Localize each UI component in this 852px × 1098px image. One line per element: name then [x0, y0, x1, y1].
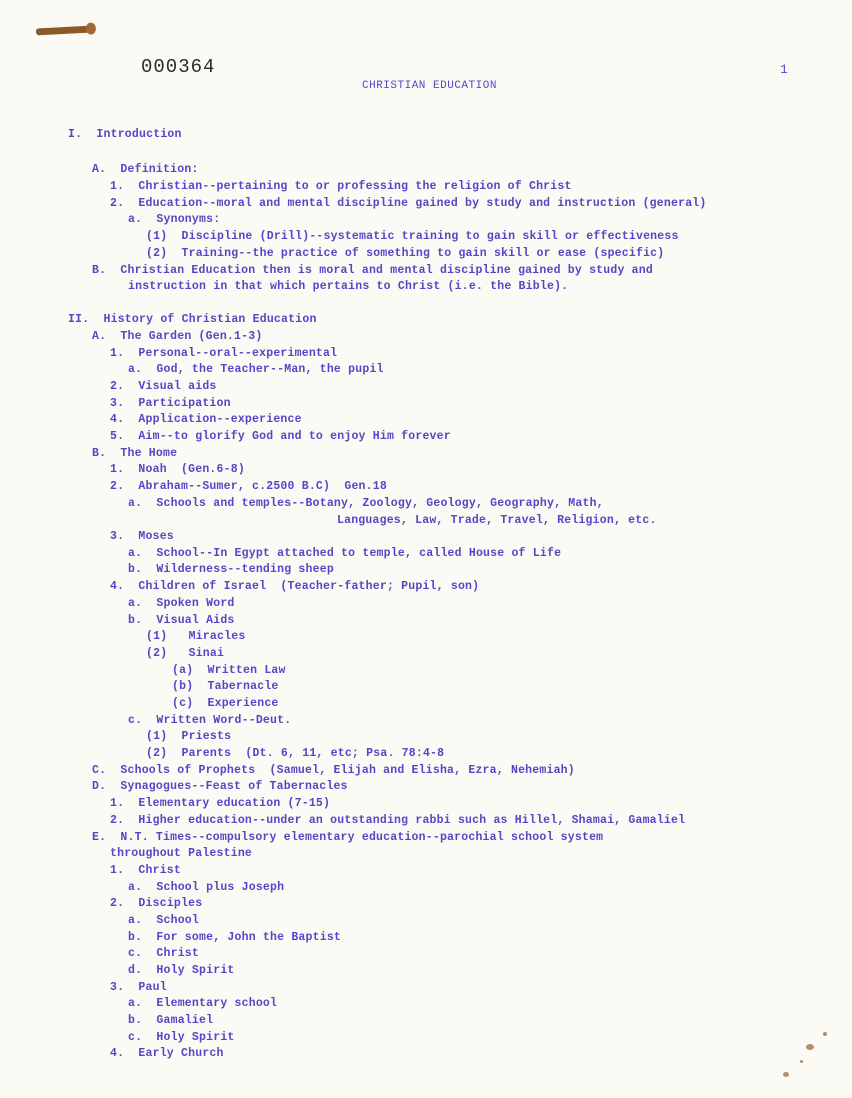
- outline-line: D. Synagogues--Feast of Tabernacles: [92, 780, 348, 793]
- stain-mark: [806, 1044, 814, 1050]
- outline-line: a. Synonyms:: [128, 213, 221, 226]
- outline-line: 1. Noah (Gen.6-8): [110, 463, 245, 476]
- outline-line: E. N.T. Times--compulsory elementary education--parochial school system: [92, 831, 604, 844]
- outline-line: 2. Abraham--Sumer, c.2500 B.C) Gen.18: [110, 480, 387, 493]
- outline-line: b. Visual Aids: [128, 614, 235, 627]
- outline-line: Languages, Law, Trade, Travel, Religion, etc.: [337, 514, 657, 527]
- outline-line: (1) Priests: [146, 730, 232, 743]
- outline-line: 3. Paul: [110, 981, 167, 994]
- outline-line: (a) Written Law: [172, 664, 286, 677]
- outline-line: 4. Early Church: [110, 1047, 224, 1060]
- document-id: 000364: [141, 56, 216, 78]
- outline-line: (2) Training--the practice of something to gain skill or ease (specific): [146, 247, 665, 260]
- outline-line: 1. Personal--oral--experimental: [110, 347, 338, 360]
- outline-line: (1) Discipline (Drill)--systematic training to gain skill or effectiveness: [146, 230, 679, 243]
- outline-line: c. Christ: [128, 947, 200, 960]
- outline-line: II. History of Christian Education: [68, 313, 317, 326]
- outline-line: (b) Tabernacle: [172, 680, 279, 693]
- outline-line: 3. Moses: [110, 530, 174, 543]
- outline-line: (2) Parents (Dt. 6, 11, etc; Psa. 78:4-8: [146, 747, 445, 760]
- outline-line: a. School: [128, 914, 200, 927]
- outline-line: 1. Christian--pertaining to or professing the religion of Christ: [110, 180, 572, 193]
- outline-line: a. School--In Egypt attached to temple, called House of Life: [128, 547, 562, 560]
- outline-line: a. School plus Joseph: [128, 881, 285, 894]
- outline-line: 2. Education--moral and mental discipline gained by study and instruction (general): [110, 197, 707, 210]
- outline-line: 1. Christ: [110, 864, 182, 877]
- outline-line: instruction in that which pertains to Christ (i.e. the Bible).: [128, 280, 569, 293]
- outline-line: 2. Visual aids: [110, 380, 217, 393]
- stain-mark: [783, 1072, 789, 1077]
- outline-line: b. Wilderness--tending sheep: [128, 563, 334, 576]
- outline-line: A. The Garden (Gen.1-3): [92, 330, 263, 343]
- outline-line: c. Written Word--Deut.: [128, 714, 292, 727]
- outline-line: I. Introduction: [68, 128, 182, 141]
- stain-mark: [800, 1060, 803, 1063]
- outline-line: d. Holy Spirit: [128, 964, 235, 977]
- outline-line: 4. Application--experience: [110, 413, 302, 426]
- outline-line: 2. Disciples: [110, 897, 203, 910]
- outline-line: (2) Sinai: [146, 647, 225, 660]
- stain-mark: [823, 1032, 827, 1036]
- outline-line: b. For some, John the Baptist: [128, 931, 342, 944]
- outline-line: (1) Miracles: [146, 630, 246, 643]
- page-title: CHRISTIAN EDUCATION: [362, 80, 497, 92]
- outline-line: b. Gamaliel: [128, 1014, 214, 1027]
- outline-line: a. Spoken Word: [128, 597, 235, 610]
- outline-line: a. Schools and temples--Botany, Zoology, Geology, Geography, Math,: [128, 497, 604, 510]
- paper-clip-mark: [36, 26, 92, 36]
- outline-line: throughout Palestine: [110, 847, 253, 860]
- outline-line: A. Definition:: [92, 163, 199, 176]
- outline-line: (c) Experience: [172, 697, 279, 710]
- outline-line: a. Elementary school: [128, 997, 278, 1010]
- outline-line: 3. Participation: [110, 397, 231, 410]
- outline-line: 1. Elementary education (7-15): [110, 797, 331, 810]
- outline-line: C. Schools of Prophets (Samuel, Elijah and Elisha, Ezra, Nehemiah): [92, 764, 575, 777]
- outline-line: a. God, the Teacher--Man, the pupil: [128, 363, 384, 376]
- outline-line: 2. Higher education--under an outstanding rabbi such as Hillel, Shamai, Gamaliel: [110, 814, 686, 827]
- outline-line: 4. Children of Israel (Teacher-father; Pupil, son): [110, 580, 480, 593]
- outline-line: 5. Aim--to glorify God and to enjoy Him forever: [110, 430, 451, 443]
- outline-line: c. Holy Spirit: [128, 1031, 235, 1044]
- page-number: 1: [780, 62, 788, 77]
- outline-line: B. Christian Education then is moral and mental discipline gained by study and: [92, 264, 653, 277]
- outline-line: B. The Home: [92, 447, 178, 460]
